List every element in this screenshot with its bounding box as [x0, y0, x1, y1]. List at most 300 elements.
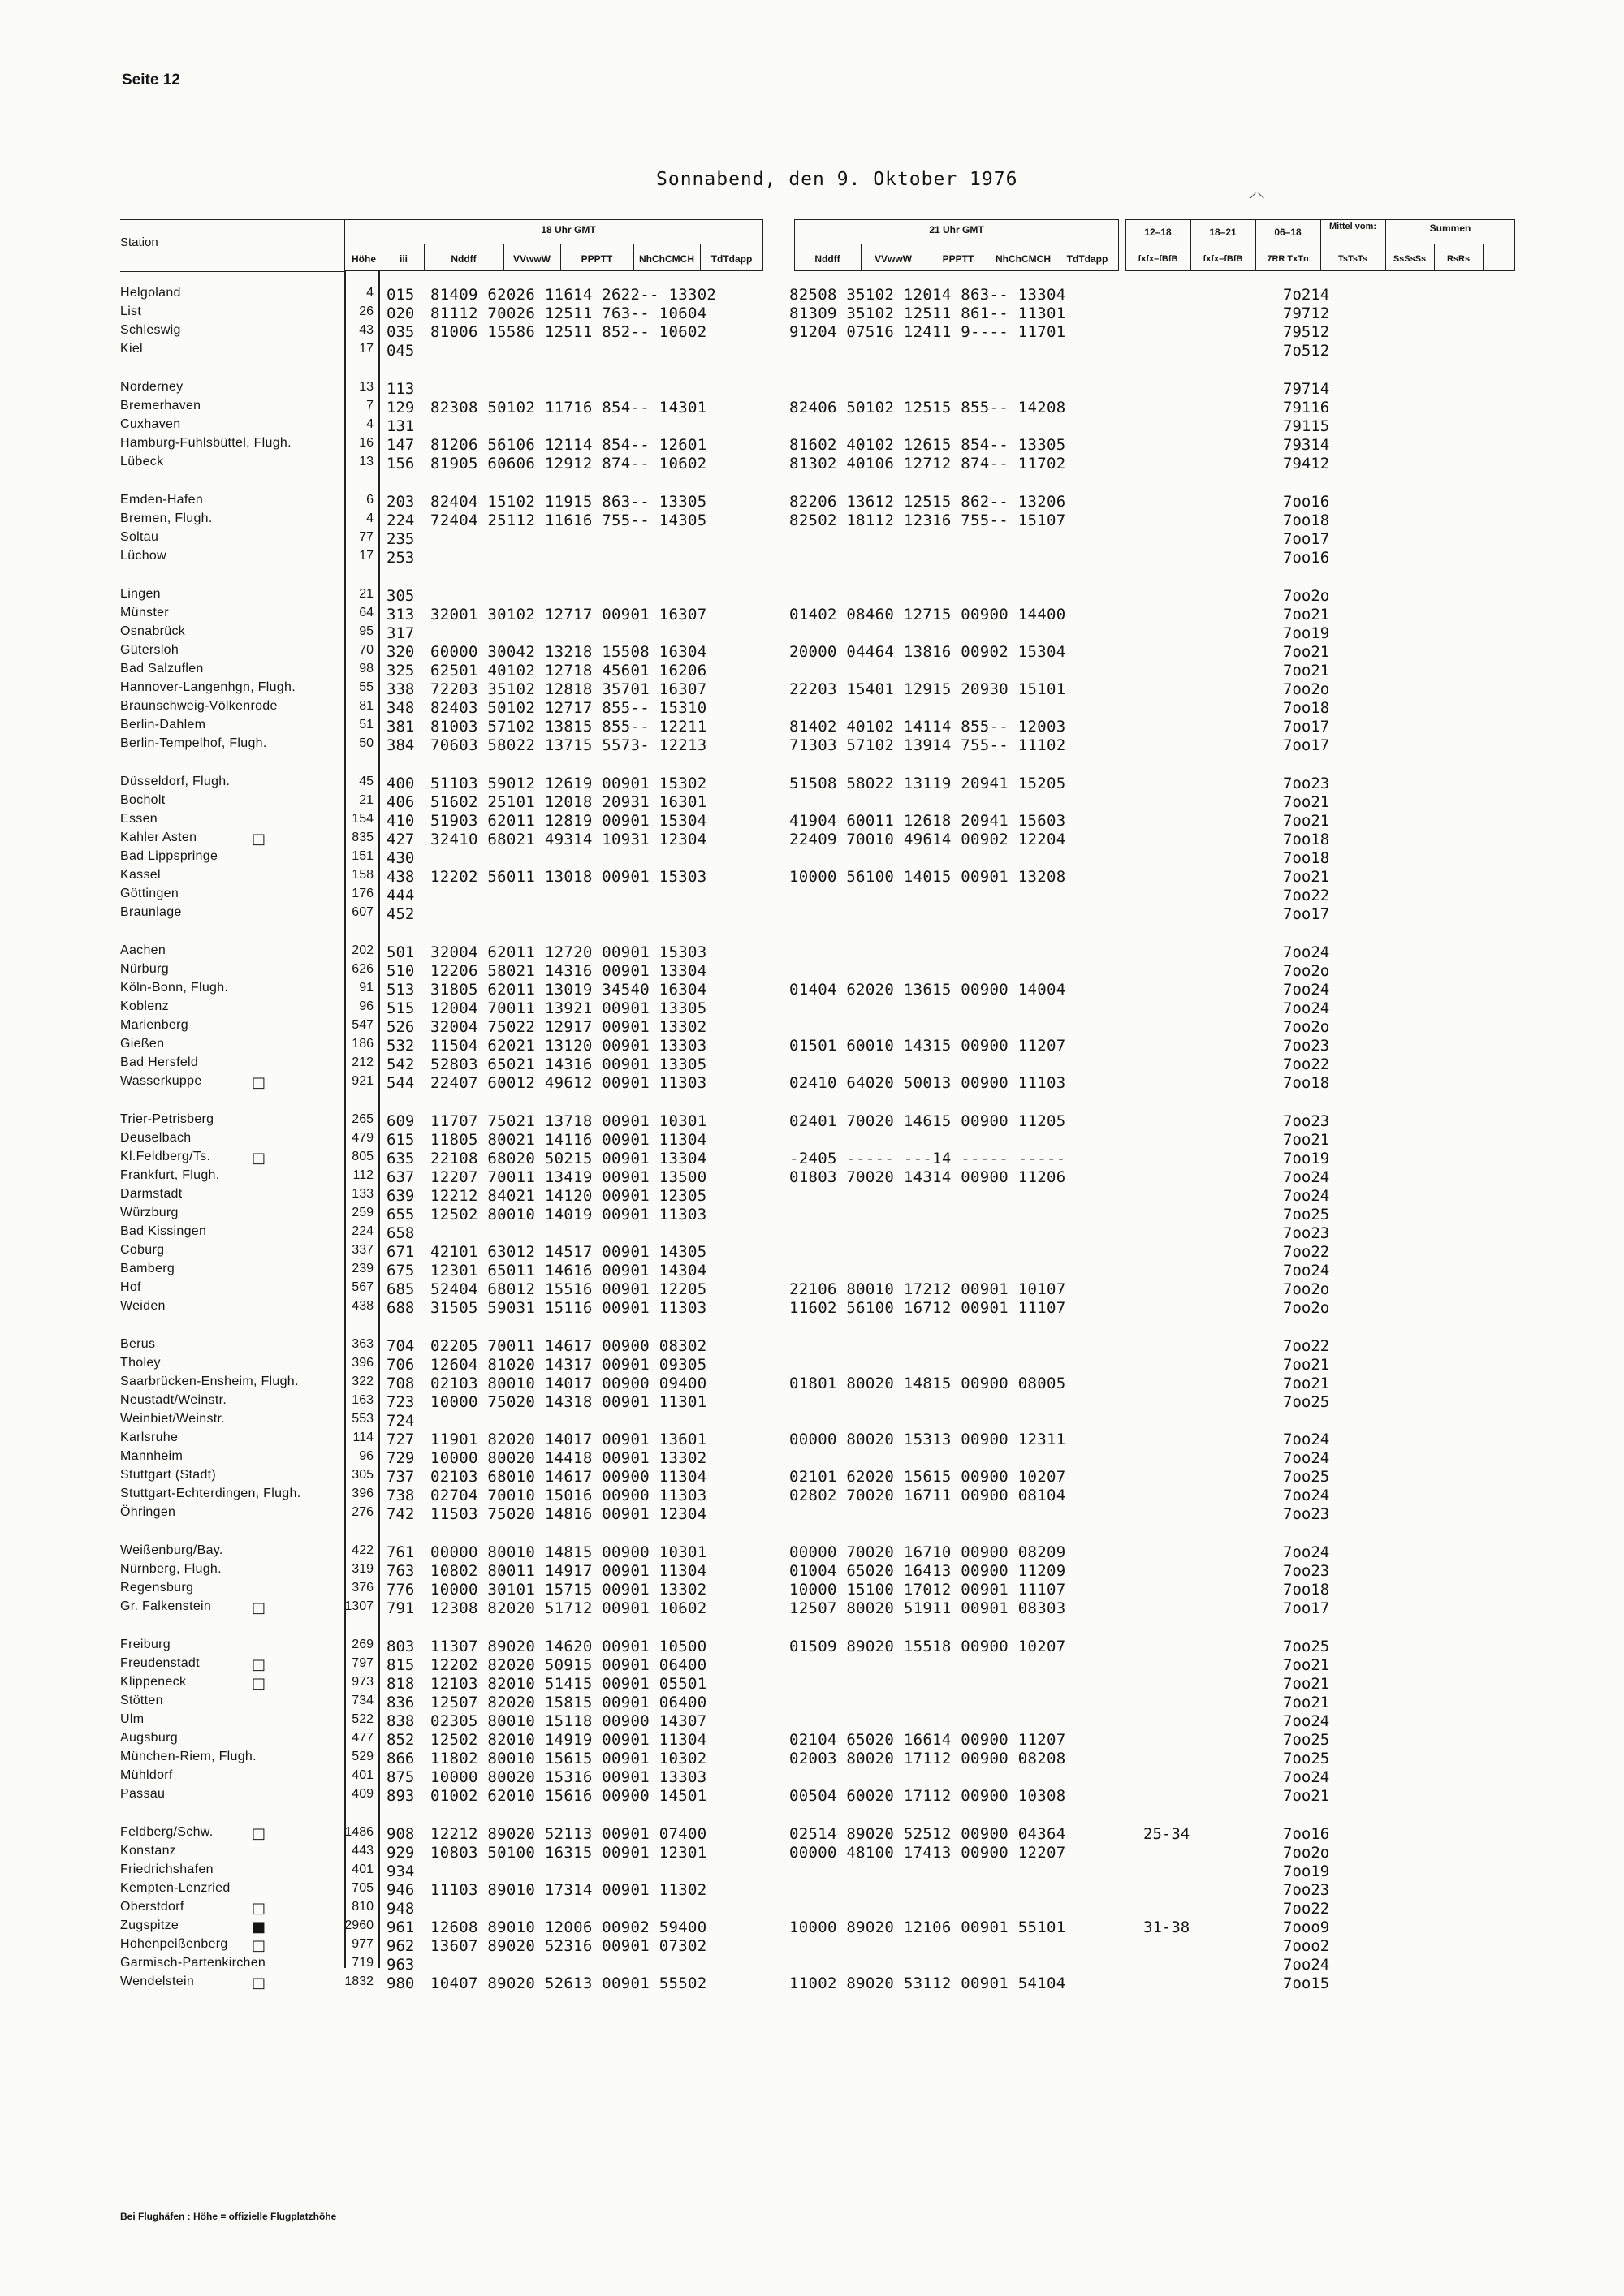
- obs-21-groups: 00000 48100 17413 00900 12207: [789, 1844, 1066, 1862]
- obs-18-groups: 10802 80011 14917 00901 11304: [430, 1562, 707, 1580]
- station-number: 708: [387, 1375, 415, 1392]
- mountain-station-box: □: [252, 1675, 266, 1692]
- obs-18-groups: 02305 80010 15118 00900 14307: [430, 1712, 707, 1730]
- temperature-code: 7oo19: [1283, 624, 1330, 642]
- temperature-code: 79116: [1283, 399, 1330, 416]
- station-number: 761: [387, 1543, 415, 1561]
- station-altitude: 163: [352, 1393, 374, 1407]
- station-name: Nürnberg, Flugh.: [120, 1562, 222, 1576]
- station-altitude: 305: [352, 1468, 374, 1482]
- station-number: 738: [387, 1487, 415, 1504]
- station-name: Berlin-Dahlem: [120, 718, 206, 732]
- station-altitude: 64: [359, 606, 374, 619]
- obs-18-groups: 12103 82010 51415 00901 05501: [430, 1675, 707, 1693]
- obs-18-groups: 82404 15102 11915 863-- 13305: [430, 493, 707, 511]
- station-name: Oberstdorf: [120, 1900, 184, 1914]
- station-number: 655: [387, 1206, 415, 1224]
- station-name: Köln-Bonn, Flugh.: [120, 981, 229, 995]
- table-row: [0, 511, 1624, 529]
- station-name: Schleswig: [120, 323, 181, 337]
- station-altitude: 443: [352, 1844, 374, 1858]
- station-name: Regensburg: [120, 1581, 194, 1595]
- obs-18-groups: 51602 25101 12018 20931 16301: [430, 793, 707, 811]
- header-rule-bottom: [120, 271, 344, 272]
- station-altitude: 96: [359, 1449, 374, 1463]
- station-number: 934: [387, 1862, 415, 1880]
- table-row: [0, 868, 1624, 886]
- station-altitude: 224: [352, 1224, 374, 1238]
- station-altitude: 212: [352, 1055, 374, 1069]
- header-18-col3: PPPTT: [581, 253, 613, 265]
- obs-21-groups: 12507 80020 51911 00901 08303: [789, 1599, 1066, 1617]
- table-row: [0, 1375, 1624, 1392]
- station-number: 893: [387, 1787, 415, 1805]
- table-row: [0, 1337, 1624, 1355]
- obs-18-groups: 02103 68010 14617 00900 11304: [430, 1468, 707, 1486]
- obs-21-groups: 02101 62020 15615 00900 10207: [789, 1468, 1066, 1486]
- obs-18-groups: 32004 62011 12720 00901 15303: [430, 943, 707, 961]
- station-altitude: 1832: [344, 1974, 374, 1988]
- station-name: Bocholt: [120, 793, 166, 807]
- station-name: Bremerhaven: [120, 399, 201, 412]
- temperature-code: 7oo17: [1283, 530, 1330, 548]
- station-number: 875: [387, 1768, 415, 1786]
- station-name: Ulm: [120, 1712, 145, 1726]
- table-row: [0, 1131, 1624, 1149]
- station-number: 742: [387, 1505, 415, 1523]
- page-number: Seite 12: [122, 71, 180, 88]
- table-row: [0, 1712, 1624, 1730]
- table-row: [0, 1505, 1624, 1523]
- station-altitude: 17: [359, 342, 374, 356]
- temperature-code: 7oo21: [1283, 812, 1330, 830]
- station-altitude: 607: [352, 905, 374, 919]
- station-name: Göttingen: [120, 887, 179, 900]
- table-row: [0, 680, 1624, 698]
- station-number: 515: [387, 999, 415, 1017]
- table-row: [0, 1581, 1624, 1599]
- station-number: 838: [387, 1712, 415, 1730]
- station-altitude: 4: [366, 511, 374, 525]
- station-name: Gütersloh: [120, 643, 179, 657]
- station-altitude: 479: [352, 1131, 374, 1145]
- obs-18-groups: 51103 59012 12619 00901 15302: [430, 775, 707, 792]
- obs-21-groups: 01509 89020 15518 00900 10207: [789, 1638, 1066, 1655]
- station-number: 723: [387, 1393, 415, 1411]
- temperature-code: 7oo23: [1283, 775, 1330, 792]
- station-number: 776: [387, 1581, 415, 1599]
- mountain-station-box: □: [252, 1900, 266, 1917]
- station-altitude: 319: [352, 1562, 374, 1576]
- header-21-col5: TdTdapp: [1066, 253, 1108, 265]
- table-row: [0, 1393, 1624, 1411]
- obs-21-groups: 11602 56100 16712 00901 11107: [789, 1299, 1066, 1317]
- table-row: [0, 1037, 1624, 1055]
- station-altitude: 973: [352, 1675, 374, 1689]
- station-name: Friedrichshafen: [120, 1862, 214, 1876]
- station-name: Freiburg: [120, 1638, 171, 1651]
- temperature-code: 7oo2o: [1283, 680, 1330, 698]
- station-number: 962: [387, 1937, 415, 1955]
- station-number: 866: [387, 1750, 415, 1767]
- temperature-code: 7oo25: [1283, 1468, 1330, 1486]
- table-row: [0, 849, 1624, 867]
- obs-18-groups: 12308 82020 51712 00901 10602: [430, 1599, 707, 1617]
- obs-21-groups: 01803 70020 14314 00900 11206: [789, 1168, 1066, 1186]
- station-number: 410: [387, 812, 415, 830]
- station-name: Nürburg: [120, 962, 169, 976]
- station-number: 688: [387, 1299, 415, 1317]
- obs-18-groups: 22108 68020 50215 00901 13304: [430, 1150, 707, 1167]
- table-row: [0, 1468, 1624, 1486]
- obs-18-groups: 10000 75020 14318 00901 11301: [430, 1393, 707, 1411]
- temperature-code: 7oo21: [1283, 662, 1330, 680]
- station-number: 724: [387, 1412, 415, 1430]
- station-altitude: 114: [352, 1431, 374, 1444]
- station-altitude: 810: [352, 1900, 374, 1914]
- obs-18-groups: 11707 75021 13718 00901 10301: [430, 1112, 707, 1130]
- temperature-code: 79115: [1283, 417, 1330, 435]
- temperature-code: 7oo21: [1283, 1131, 1330, 1149]
- temperature-code: 7oo23: [1283, 1562, 1330, 1580]
- station-name: Bad Hersfeld: [120, 1055, 199, 1069]
- header-21-col2: VVwwW: [874, 253, 912, 265]
- station-name: Essen: [120, 812, 158, 826]
- station-name: Tholey: [120, 1356, 161, 1370]
- station-number: 035: [387, 323, 415, 341]
- table-row: [0, 1243, 1624, 1261]
- station-number: 637: [387, 1168, 415, 1186]
- station-altitude: 43: [359, 323, 374, 337]
- station-number: 430: [387, 849, 415, 867]
- station-number: 438: [387, 868, 415, 886]
- station-number: 961: [387, 1918, 415, 1936]
- obs-18-groups: 62501 40102 12718 45601 16206: [430, 662, 707, 680]
- obs-18-groups: 12604 81020 14317 00901 09305: [430, 1356, 707, 1374]
- obs-18-groups: 02704 70010 15016 00900 11303: [430, 1487, 707, 1504]
- station-number: 253: [387, 549, 415, 567]
- station-number: 818: [387, 1675, 415, 1693]
- table-row: [0, 1112, 1624, 1130]
- station-altitude: 547: [352, 1018, 374, 1032]
- obs-21-groups: 02514 89020 52512 00900 04364: [789, 1825, 1066, 1843]
- station-altitude: 363: [352, 1337, 374, 1351]
- station-altitude: 91: [359, 981, 374, 995]
- station-altitude: 567: [352, 1280, 374, 1294]
- obs-18-groups: 11802 80010 15615 00901 10302: [430, 1750, 707, 1767]
- station-number: 671: [387, 1243, 415, 1261]
- station-name: Bad Kissingen: [120, 1224, 207, 1238]
- station-name: Kempten-Lenzried: [120, 1881, 231, 1895]
- station-altitude: 98: [359, 662, 374, 675]
- station-number: 129: [387, 399, 415, 416]
- station-altitude: 51: [359, 718, 374, 732]
- table-row: [0, 1356, 1624, 1374]
- station-altitude: 401: [352, 1768, 374, 1782]
- mountain-station-box: □: [252, 1825, 266, 1842]
- station-name: Weißenburg/Bay.: [120, 1543, 223, 1557]
- station-altitude: 26: [359, 304, 374, 318]
- temperature-code: 7oo21: [1283, 868, 1330, 886]
- temperature-code: 7oo21: [1283, 793, 1330, 811]
- station-name: Kassel: [120, 868, 161, 882]
- table-row: [0, 1656, 1624, 1674]
- table-row: [0, 624, 1624, 642]
- station-name: Weiden: [120, 1299, 166, 1313]
- temperature-code: 7oo25: [1283, 1393, 1330, 1411]
- table-row: [0, 587, 1624, 605]
- station-altitude: 276: [352, 1505, 374, 1519]
- table-row: [0, 887, 1624, 904]
- header-rule-top: [120, 219, 344, 220]
- table-row: [0, 643, 1624, 661]
- temperature-code: 7oo24: [1283, 1187, 1330, 1205]
- station-altitude: 96: [359, 999, 374, 1013]
- table-row: [0, 530, 1624, 548]
- station-number: 131: [387, 417, 415, 435]
- station-altitude: 81: [359, 699, 374, 713]
- station-name: Berlin-Tempelhof, Flugh.: [120, 736, 267, 750]
- temperature-code: 7oo24: [1283, 1487, 1330, 1504]
- station-number: 946: [387, 1881, 415, 1899]
- station-name: Cuxhaven: [120, 417, 181, 431]
- temperature-code: 79512: [1283, 323, 1330, 341]
- header-f1: fxfx–fBfB: [1138, 254, 1178, 264]
- table-row: [0, 1900, 1624, 1918]
- mountain-station-box: □: [252, 1599, 266, 1616]
- station-name: Garmisch-Partenkirchen: [120, 1956, 266, 1970]
- table-row: [0, 417, 1624, 435]
- station-name: Hamburg-Fuhlsbüttel, Flugh.: [120, 436, 292, 450]
- temperature-code: 7oo21: [1283, 1787, 1330, 1805]
- obs-21-groups: 02104 65020 16614 00900 11207: [789, 1731, 1066, 1749]
- station-name: Hohenpeißenberg: [120, 1937, 228, 1951]
- station-number: 305: [387, 587, 415, 605]
- temperature-code: 7o214: [1283, 286, 1330, 304]
- station-altitude: 797: [352, 1656, 374, 1670]
- mountain-station-box: □: [252, 1974, 266, 1992]
- station-number: 320: [387, 643, 415, 661]
- table-row: [0, 905, 1624, 923]
- station-number: 156: [387, 455, 415, 473]
- station-name: Emden-Hafen: [120, 493, 204, 507]
- station-name: Deuselbach: [120, 1131, 192, 1145]
- station-altitude: 734: [352, 1694, 374, 1707]
- station-name: Wasserkuppe: [120, 1074, 202, 1088]
- station-name: Konstanz: [120, 1844, 177, 1858]
- station-altitude: 151: [352, 849, 374, 863]
- table-row: [0, 1881, 1624, 1899]
- header-21-uhr: 21 Uhr GMT: [929, 224, 984, 235]
- station-name: Kl.Feldberg/Ts.: [120, 1150, 211, 1163]
- obs-21-groups: 82508 35102 12014 863-- 13304: [789, 286, 1066, 304]
- station-name: Lüchow: [120, 549, 166, 563]
- obs-18-groups: 11103 89010 17314 00901 11302: [430, 1881, 707, 1899]
- station-number: 113: [387, 380, 415, 398]
- station-name: München-Riem, Flugh.: [120, 1750, 257, 1763]
- station-name: Mannheim: [120, 1449, 184, 1463]
- station-altitude: 422: [352, 1543, 374, 1557]
- station-number: 729: [387, 1449, 415, 1467]
- station-altitude: 322: [352, 1375, 374, 1388]
- header-f4: TsTsTs: [1337, 254, 1368, 264]
- obs-21-groups: 51508 58022 13119 20941 15205: [789, 775, 1066, 792]
- table-row: [0, 1562, 1624, 1580]
- temperature-code: 7oo24: [1283, 943, 1330, 961]
- station-altitude: 553: [352, 1412, 374, 1426]
- station-altitude: 337: [352, 1243, 374, 1257]
- table-row: [0, 1280, 1624, 1298]
- obs-18-groups: 12507 82020 15815 00901 06400: [430, 1694, 707, 1711]
- obs-18-groups: 70603 58022 13715 5573- 12213: [430, 736, 707, 754]
- obs-18-groups: 12004 70011 13921 00901 13305: [430, 999, 707, 1017]
- station-number: 452: [387, 905, 415, 923]
- station-name: Norderney: [120, 380, 184, 394]
- station-name: Bad Salzuflen: [120, 662, 204, 675]
- station-name: Hannover-Langenhgn, Flugh.: [120, 680, 296, 694]
- header-f6: RsRs: [1446, 254, 1471, 264]
- station-name: Braunlage: [120, 905, 182, 919]
- table-row: [0, 1206, 1624, 1224]
- obs-18-groups: 82308 50102 11716 854-- 14301: [430, 399, 707, 416]
- header-18-col2: VVwwW: [512, 253, 551, 265]
- station-name: Feldberg/Schw.: [120, 1825, 214, 1839]
- obs-21-groups: 00504 60020 17112 00900 10308: [789, 1787, 1066, 1805]
- table-row: [0, 962, 1624, 980]
- station-altitude: 396: [352, 1487, 374, 1500]
- temperature-code: 7oo22: [1283, 1055, 1330, 1073]
- obs-18-groups: 10000 80020 15316 00901 13303: [430, 1768, 707, 1786]
- station-number: 381: [387, 718, 415, 736]
- table-row: [0, 1187, 1624, 1205]
- table-row: [0, 1449, 1624, 1467]
- station-name: Braunschweig-Völkenrode: [120, 699, 278, 713]
- obs-18-groups: 02103 80010 14017 00900 09400: [430, 1375, 707, 1392]
- station-altitude: 409: [352, 1787, 374, 1801]
- station-number: 542: [387, 1055, 415, 1073]
- temperature-code: 7oo2o: [1283, 587, 1330, 605]
- station-altitude: 4: [366, 417, 374, 431]
- station-name: Lübeck: [120, 455, 164, 468]
- header-f2: fxfx–fBfB: [1203, 254, 1243, 264]
- station-name: Osnabrück: [120, 624, 186, 638]
- table-row: [0, 1487, 1624, 1504]
- obs-21-groups: 91204 07516 12411 9---- 11701: [789, 323, 1066, 341]
- page-title: Sonnabend, den 9. Oktober 1976: [656, 169, 1018, 190]
- obs-21-groups: 71303 57102 13914 755-- 11102: [789, 736, 1066, 754]
- temperature-code: 7oo23: [1283, 1037, 1330, 1055]
- obs-18-groups: 82403 50102 12717 855-- 15310: [430, 699, 707, 717]
- header-18-col1: Nddff: [451, 253, 477, 265]
- station-number: 532: [387, 1037, 415, 1055]
- station-name: Saarbrücken-Ensheim, Flugh.: [120, 1375, 299, 1388]
- station-name: Mühldorf: [120, 1768, 173, 1782]
- station-name: Coburg: [120, 1243, 165, 1257]
- station-altitude: 269: [352, 1638, 374, 1651]
- obs-21-groups: 82406 50102 12515 855-- 14208: [789, 399, 1066, 416]
- table-row: [0, 493, 1624, 511]
- obs-18-groups: 81905 60606 12912 874-- 10602: [430, 455, 707, 473]
- station-number: 948: [387, 1900, 415, 1918]
- table-row: [0, 436, 1624, 454]
- temperature-code: 7oo17: [1283, 1599, 1330, 1617]
- table-row: [0, 606, 1624, 624]
- obs-18-groups: 11901 82020 14017 00901 13601: [430, 1431, 707, 1448]
- station-name: Soltau: [120, 530, 159, 544]
- temperature-code: 7oo2o: [1283, 1844, 1330, 1862]
- station-number: 406: [387, 793, 415, 811]
- station-name: Karlsruhe: [120, 1431, 179, 1444]
- obs-21-groups: 81309 35102 12511 861-- 11301: [789, 304, 1066, 322]
- obs-18-groups: 81006 15586 12511 852-- 10602: [430, 323, 707, 341]
- station-name: Helgoland: [120, 286, 181, 300]
- table-row: [0, 1787, 1624, 1805]
- obs-21-groups: -2405 ----- ---14 ----- -----: [789, 1150, 1066, 1167]
- obs-18-groups: 12212 89020 52113 00901 07400: [430, 1825, 707, 1843]
- obs-21-groups: 02003 80020 17112 00900 08208: [789, 1750, 1066, 1767]
- station-altitude: 17: [359, 549, 374, 563]
- obs-18-groups: 11805 80021 14116 00901 11304: [430, 1131, 707, 1149]
- station-number: 544: [387, 1074, 415, 1092]
- mountain-station-box: □: [252, 1074, 266, 1091]
- station-altitude: 396: [352, 1356, 374, 1370]
- table-row: [0, 981, 1624, 999]
- temperature-code: 7oo19: [1283, 1150, 1330, 1167]
- station-name: Trier-Petrisberg: [120, 1112, 214, 1126]
- temperature-code: 7oo21: [1283, 1375, 1330, 1392]
- station-number: 203: [387, 493, 415, 511]
- temperature-code: 7ooo9: [1283, 1918, 1330, 1936]
- obs-18-groups: 11503 75020 14816 00901 12304: [430, 1505, 707, 1523]
- temperature-code: 7oo23: [1283, 1224, 1330, 1242]
- table-row: [0, 1224, 1624, 1242]
- table-row: [0, 1055, 1624, 1073]
- temperature-code: 7oo25: [1283, 1638, 1330, 1655]
- station-number: 510: [387, 962, 415, 980]
- temperature-code: 7oo16: [1283, 549, 1330, 567]
- station-name: Kahler Asten: [120, 831, 197, 844]
- obs-21-groups: 10000 89020 12106 00901 55101: [789, 1918, 1066, 1936]
- station-name: Frankfurt, Flugh.: [120, 1168, 220, 1182]
- wind-gust-range: 31-38: [1143, 1918, 1190, 1936]
- station-number: 325: [387, 662, 415, 680]
- temperature-code: 79714: [1283, 380, 1330, 398]
- header-06-18: 06–18: [1274, 227, 1302, 238]
- station-number: 763: [387, 1562, 415, 1580]
- header-station: Station: [120, 235, 158, 249]
- station-name: Marienberg: [120, 1018, 188, 1032]
- temperature-code: 7oo2o: [1283, 1280, 1330, 1298]
- station-altitude: 1307: [344, 1599, 374, 1613]
- obs-18-groups: 12212 84021 14120 00901 12305: [430, 1187, 707, 1205]
- station-number: 147: [387, 436, 415, 454]
- obs-18-groups: 12207 70011 13419 00901 13500: [430, 1168, 707, 1186]
- station-number: 020: [387, 304, 415, 322]
- station-number: 803: [387, 1638, 415, 1655]
- temperature-code: 79314: [1283, 436, 1330, 454]
- header-12-18: 12–18: [1144, 227, 1172, 238]
- obs-21-groups: 02802 70020 16711 00900 08104: [789, 1487, 1066, 1504]
- station-name: Berus: [120, 1337, 156, 1351]
- header-18-col5: TdTdapp: [710, 253, 753, 265]
- obs-21-groups: 02410 64020 50013 00900 11103: [789, 1074, 1066, 1092]
- obs-21-groups: 01404 62020 13615 00900 14004: [789, 981, 1066, 999]
- temperature-code: 7oo19: [1283, 1862, 1330, 1880]
- station-number: 444: [387, 887, 415, 904]
- station-number: 400: [387, 775, 415, 792]
- obs-18-groups: 72203 35102 12818 35701 16307: [430, 680, 707, 698]
- obs-18-groups: 01002 62010 15616 00900 14501: [430, 1787, 707, 1805]
